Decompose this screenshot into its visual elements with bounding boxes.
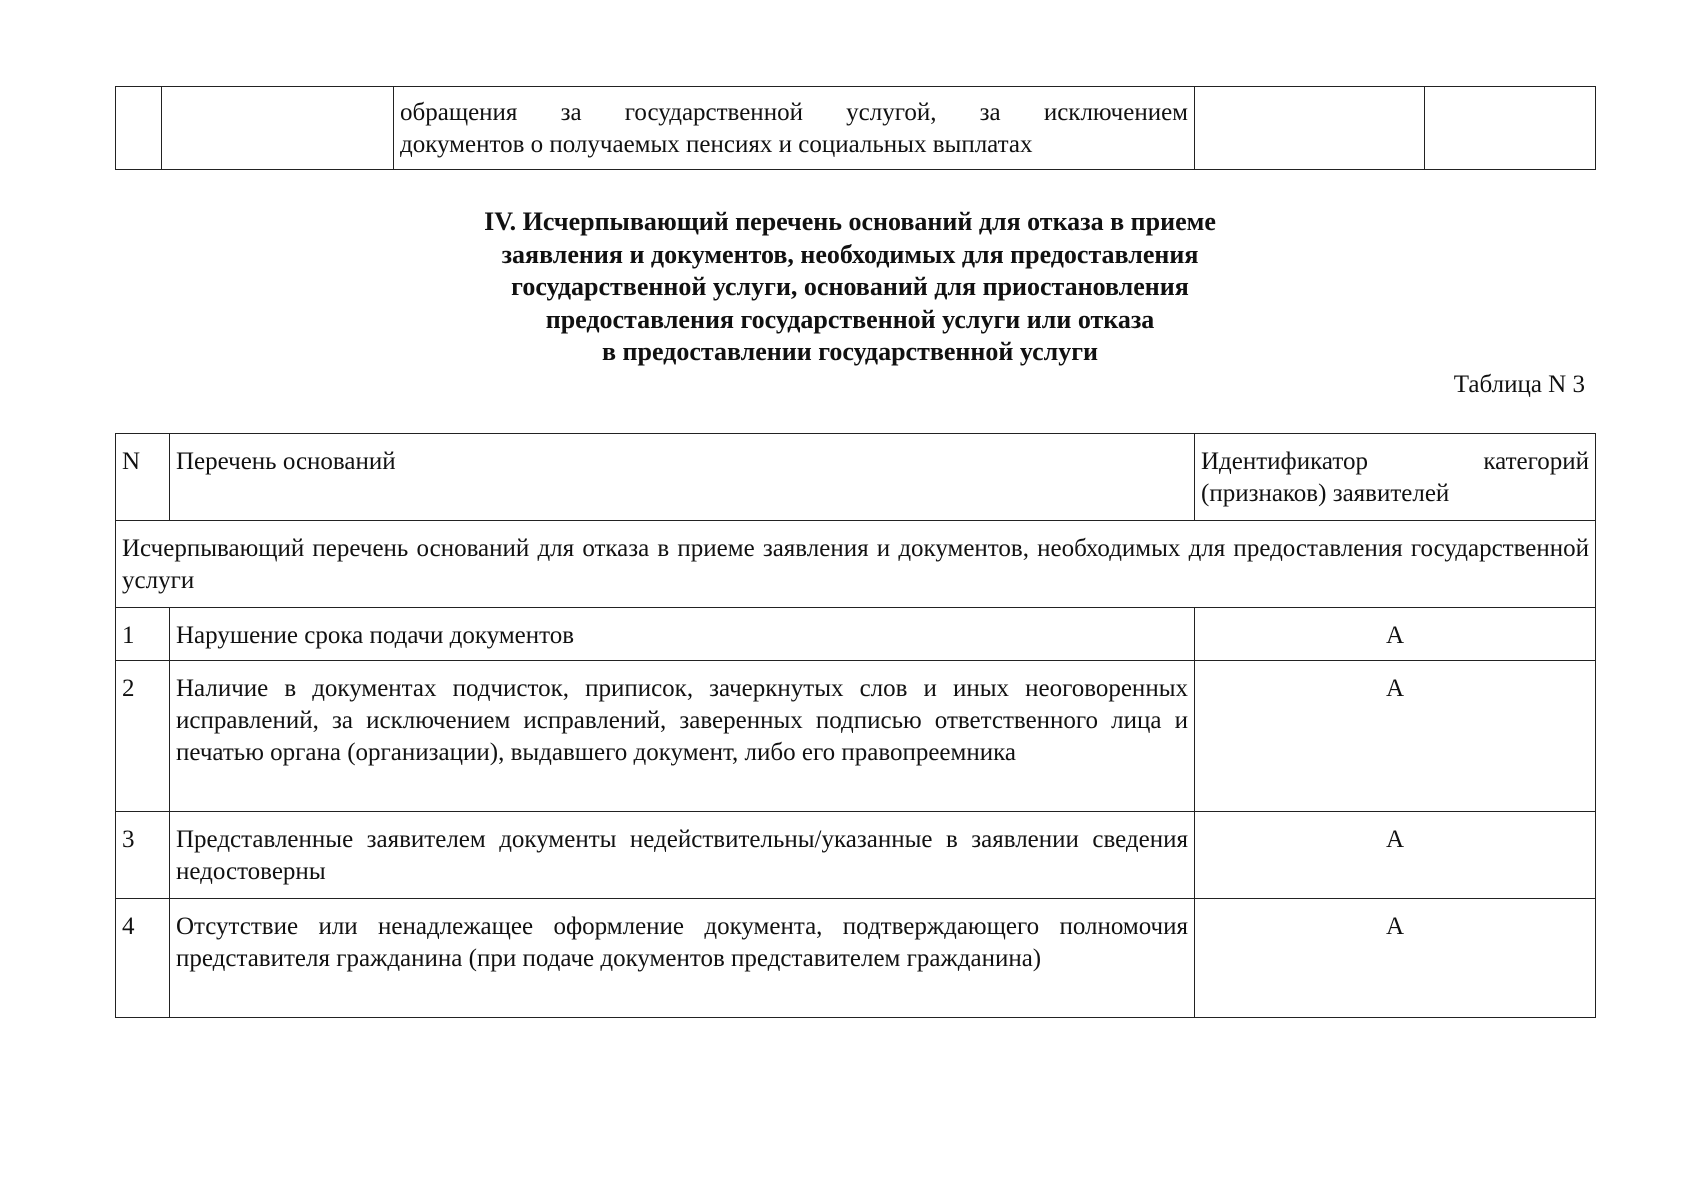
header-number: N [116, 434, 170, 521]
header-identifier: Идентификатор категорий (признаков) заявителей [1195, 434, 1596, 521]
row-identifier: А [1195, 812, 1596, 899]
row-number: 3 [116, 812, 170, 899]
heading-line: предоставления государственной услуги или отказа [545, 304, 1155, 334]
row-reason: Наличие в документах подчисток, приписок, зачеркнутых слов и иных неоговоренных исправлений, за исключением исправлений, заверенных подписью ответственного лица и печатью органа (организации), выдавшего документ, либо его правопреемника [170, 661, 1195, 812]
table-row [116, 899, 1596, 1018]
table-caption: Таблица N 3 [1453, 371, 1585, 398]
table-row [116, 812, 1596, 899]
row-number: 4 [116, 899, 170, 1018]
continued-table [115, 86, 1596, 170]
table-cell-text [394, 87, 1195, 170]
heading-line: заявления и документов, необходимых для предоставления [501, 239, 1199, 269]
row-identifier: А [1195, 899, 1596, 1018]
heading-line: IV. Исчерпывающий перечень оснований для отказа в приеме [484, 207, 1216, 236]
header-reasons: Перечень оснований [170, 434, 1195, 521]
table-cell [1195, 87, 1425, 170]
table-header-row [116, 434, 1596, 521]
row-reason: Отсутствие или ненадлежащее оформление документа, подтверждающего полномочия представителя гражданина (при подаче документов представителем гражданина) [170, 899, 1195, 1018]
heading-line: в предоставлении государственной услуги [601, 337, 1098, 366]
section-heading [300, 206, 1400, 369]
table-row [116, 661, 1596, 812]
section-row [116, 521, 1596, 608]
row-reason: Представленные заявителем документы недействительны/указанные в заявлении сведения недостоверны [170, 812, 1195, 899]
table-cell [1425, 87, 1596, 170]
table-cell [116, 87, 162, 170]
table-cell [162, 87, 394, 170]
grounds-table [115, 433, 1596, 1018]
table-row [116, 608, 1596, 661]
row-reason: Нарушение срока подачи документов [170, 608, 1195, 661]
cell-text-line: документов о получаемых пенсиях и социальных выплатах [400, 131, 1033, 158]
table-row [116, 87, 1596, 170]
row-number: 2 [116, 661, 170, 812]
row-number: 1 [116, 608, 170, 661]
cell-text-line: обращения за государственной услугой, за исключением [400, 99, 1188, 126]
section-title: Исчерпывающий перечень оснований для отказа в приеме заявления и документов, необходимых для предоставления государственной услуги [116, 521, 1596, 608]
heading-line: государственной услуги, оснований для приостановления [511, 272, 1189, 301]
row-identifier: А [1195, 608, 1596, 661]
row-identifier: А [1195, 661, 1596, 812]
